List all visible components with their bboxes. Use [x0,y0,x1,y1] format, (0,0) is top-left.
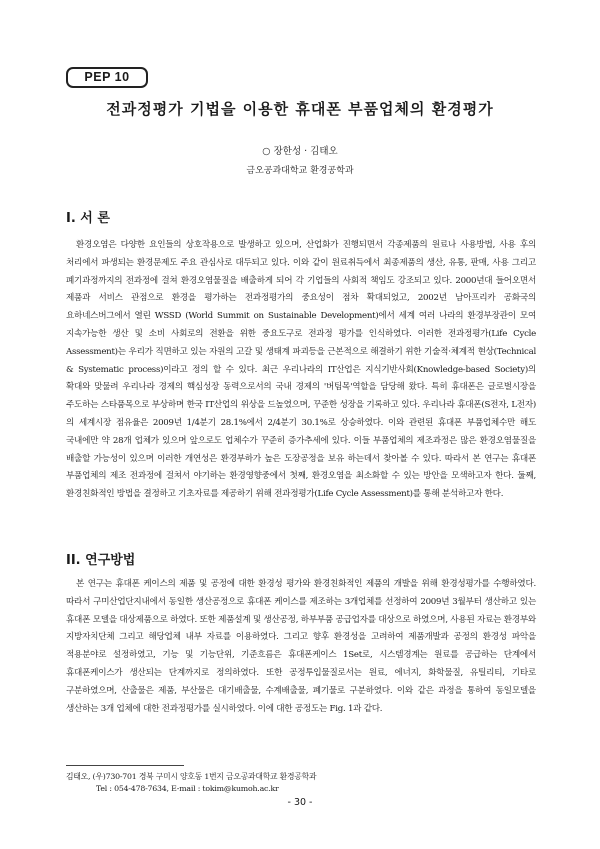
section-heading-methods: II. 연구방법 [66,553,136,568]
footnote-address: 김태오, (우)730-701 경북 구미시 양호동 1번지 금오공과대학교 환경공학과 [66,772,317,781]
paper-title: 전과정평가 기법을 이용한 휴대폰 부품업체의 환경평가 [106,100,494,118]
introduction-body: 환경오염은 다양한 요인들의 상호작용으로 발생하고 있으며, 산업화가 진행되면서 각종제품의 원료나 사용방법, 사용 후의 처리에서 파생되는 환경문제도 주요 관심사로 대두되고 있다. 이와 같이 원료취득에서 최종제품의 생산, 유통, 판매, 사용 그리고 폐기과정까지의 전과정에 걸쳐 환경오염물질을 배출하게 되어 각 기업들의 사회적 책임도 강조되고 있다. 2000년대 들어오면서 제품과 서비스 관점으로 환경을 평가하는 전과정평가의 중요성이 점차 확대되었고, 2002년 남아프리카 공화국의 요하네스버그에서 열린 WSSD (World Summit on Sustainable Development)에서 세계 여러 나라의 환경부장관이 모여 지속가능한 생산 및 소비 사회로의 전환을 위한 중요도구로 전과정 평가를 인식하였다. 이러한 전과정평가(Life Cycle Assessment)는 우리가 직면하고 있는 자원의 고갈 및 생태계 파괴등을 근본적으로 해결하기 위한 기술적·체계적 현상(Technical & Systematic process)이라고 정의 할 수 있다. 최근 우리나라의 IT산업은 지식기반사회(Knowledge-based Society)의 확대와 맞물려 우리나라 경제의 핵심성장 동력으로서의 국내 경제의 '버팀목'역할을 담당해 왔다. 특히 휴대폰은 글로벌시장을 주도하는 스타품목으로 부상하며 한국 IT산업의 위상을 드높였으며, 꾸준한 성장을 기록하고 있다. 우리나라 휴대폰(S전자, L전자)의 세계시장 점유율은 2009년 1/4분기 28.1%에서 2/4분기 30.1%로 상승하였다. 이와 관련된 휴대폰 부품업체수만 해도 국내에만 약 28개 업체가 있으며 앞으로도 업체수가 꾸준히 증가추세에 있다. 이들 부품업체의 제조과정은 많은 환경오염물질을 배출할 가능성이 있으며 이러한 개연성은 환경부하가 높은 도장공정을 보유 하는데서 찾아볼 수 있다. 따라서 본 연구는 휴대폰 부품업체의 제조 전과정에 걸쳐서 야기하는 환경영향중에서 첫째, 환경오염을 최소화할 수 있는 방안을 모색하고자 한다. 둘째, 환경친화적인 방법을 결정하고 기초자료를 제공하기 위해 전과정평가(Life Cycle Assessment)를 통해 분석하고자 한다. [66,240,536,500]
footnote-contact: Tel : 054-478-7634, E-mail : tokim@kumoh.ac.kr [96,784,279,793]
footnote-divider [66,765,184,766]
affiliation: 금오공과대학교 환경공학과 [246,166,354,176]
section-heading-introduction: I. 서 론 [66,211,110,226]
page-number: - 30 - [287,797,313,808]
session-badge: PEP 10 [66,67,148,88]
authors: ○ 장한성 · 김태오 [262,146,338,157]
methods-body: 본 연구는 휴대폰 케이스의 제품 및 공정에 대한 환경성 평가와 환경친화적인 제품의 개발을 위해 환경성평가를 수행하였다. 따라서 구미산업단지내에서 동일한 생산공정으로 휴대폰 케이스를 제조하는 3개업체를 선정하여 2009년 3월부터 생산하고 있는 휴대폰 모델을 대상제품으로 하였다. 또한 제품설계 및 생산공정, 하부부품 공급업자를 대상으로 하였으며, 사용된 자료는 환경부와 지방자치단체 그리고 해당업체 내부 자료를 이용하였다. 그리고 향후 환경성을 고려하여 제품개발과 공정의 환경성 파악을 적용분야로 설정하였고, 기능 및 기능단위, 기준흐름은 휴대폰케이스 1Set로, 시스템경계는 원료를 공급하는 단계에서 휴대폰케이스가 생산되는 단계까지로 정의하였다. 또한 공정투입물질로서는 원료, 에너지, 화학물질, 유틸리티, 기타로 구분하였으며, 산출물은 제품, 부산물은 대기배출물, 수계배출물, 폐기물로 구분하였다. 이와 같은 과정을 통하여 동일모델을 생산하는 3개 업체에 대한 전과정평가를 실시하였다. 이에 대한 공정도는 Fig. 1과 같다. [66,579,536,714]
